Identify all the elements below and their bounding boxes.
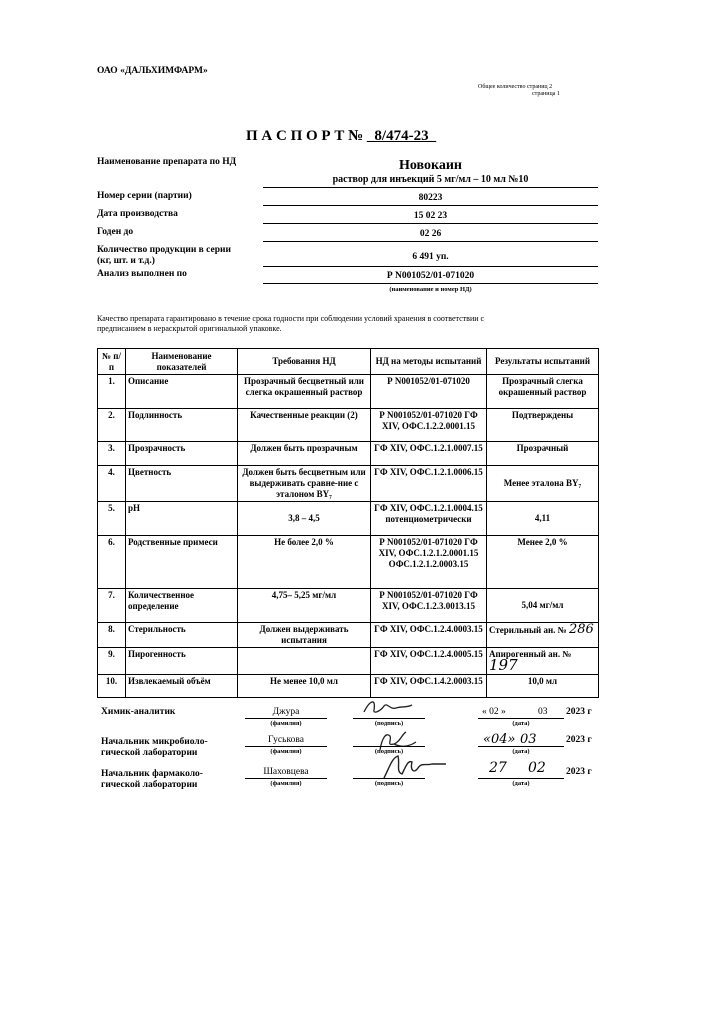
- pages-current: страница 1: [532, 91, 560, 97]
- hint-sign: (подпись): [374, 780, 404, 787]
- table-row: [98, 648, 599, 675]
- row-method: Р N001052/01-071020 ГФ XIV, ОФС.1.2.3.0013.15: [371, 589, 487, 623]
- handwritten-analysis-number: 197: [489, 656, 518, 674]
- col-header-number: № п/п: [98, 349, 126, 375]
- row-method: Р N001052/01-071020 ГФ XIV, ОФС.1.2.2.0001.15: [371, 409, 487, 442]
- row-number: 3.: [98, 442, 126, 466]
- row-indicator: Пирогенность: [126, 648, 238, 675]
- title-prefix: П А С П О Р Т № _: [246, 128, 375, 144]
- title-suffix: _: [428, 128, 437, 144]
- row-method: Р N001052/01-071020: [371, 375, 487, 409]
- hint-date: (дата): [512, 720, 530, 727]
- row-requirement: Не более 2,0 %: [238, 536, 371, 589]
- table-row: [98, 442, 599, 466]
- row-indicator: Описание: [126, 375, 238, 409]
- row-indicator: pH: [126, 502, 238, 536]
- row-indicator: Подлинность: [126, 409, 238, 442]
- signer-role: Начальник фармаколо-: [101, 769, 203, 779]
- row-result: Прозрачный слегка окрашенный раствор: [487, 375, 599, 409]
- product-name: Новокаин: [399, 158, 462, 173]
- row-requirement: [238, 648, 371, 675]
- date-day: « 02 »: [482, 707, 506, 717]
- row-method: ГФ XIV, ОФС.1.4.2.0003.15: [371, 675, 487, 698]
- row-method: ГФ XIV, ОФС.1.2.4.0005.15: [371, 648, 487, 675]
- title-number: 8/474-23: [374, 128, 429, 144]
- row-indicator: Стерильность: [126, 623, 238, 648]
- row-number: 4.: [98, 466, 126, 502]
- pages-total: Общее количество страниц 2: [478, 84, 553, 90]
- row-number: 8.: [98, 623, 126, 648]
- row-result: Прозрачный: [487, 442, 599, 466]
- row-requirement: Качественные реакции (2): [238, 409, 371, 442]
- expiry-rule: [263, 241, 598, 242]
- col-header-indicator: Наименование показателей: [126, 349, 238, 375]
- signer-role: Начальник микробиоло-: [101, 737, 208, 747]
- date-rule: [478, 778, 564, 779]
- col-header-requirement: Требования НД: [238, 349, 371, 375]
- batch-label: Номер серии (партии): [97, 191, 192, 201]
- sign-rule: [353, 778, 425, 779]
- table-header-row: [98, 349, 599, 375]
- date-year: 2023 г: [566, 767, 592, 777]
- hint-date: (дата): [512, 748, 530, 755]
- row-indicator: Родственные примеси: [126, 536, 238, 589]
- row-indicator: Прозрачность: [126, 442, 238, 466]
- date-year: 2023 г: [566, 735, 592, 745]
- analysis-label: Анализ выполнен по: [97, 269, 187, 279]
- quality-note-line-2: предписанием в нераскрытой оригинальной упаковке.: [97, 324, 282, 333]
- row-result: 10,0 мл: [487, 675, 599, 698]
- row-number: 2.: [98, 409, 126, 442]
- handwritten-analysis-number: 286: [568, 622, 594, 637]
- row-method: ГФ XIV, ОФС.1.2.1.0004.15 потенциометрически: [371, 502, 487, 536]
- row-result: 4,11: [487, 502, 599, 536]
- date-month: 03: [538, 707, 548, 717]
- row-number: 5.: [98, 502, 126, 536]
- hint-name: (фамилия): [270, 748, 302, 755]
- date-rule: [478, 718, 564, 719]
- row-result: 5,04 мг/мл: [487, 589, 599, 623]
- signer-name: Шаховцева: [263, 767, 309, 777]
- row-method: Р N001052/01-071020 ГФ XIV, ОФС.1.2.1.2.0001.15 ОФС.1.2.1.2.0003.15: [371, 536, 487, 589]
- name-rule: [245, 778, 327, 779]
- row-result-text: Стерильный ан. №: [489, 625, 567, 635]
- row-indicator: Извлекаемый объём: [126, 675, 238, 698]
- sign-rule: [353, 718, 425, 719]
- signer-name: Гуськова: [268, 735, 304, 745]
- analysis-hint: (наименование и номер НД): [389, 286, 472, 293]
- date-day: «04»: [483, 732, 516, 747]
- date-value: 15 02 23: [413, 211, 448, 221]
- row-indicator: Цветность: [126, 466, 238, 502]
- col-header-method: НД на методы испытаний: [371, 349, 487, 375]
- date-label: Дата производства: [97, 209, 178, 219]
- row-number: 7.: [98, 589, 126, 623]
- product-rule: [263, 187, 598, 188]
- row-indicator: Количественное определение: [126, 589, 238, 623]
- product-form: раствор для инъекций 5 мг/мл – 10 мл №10: [332, 174, 529, 185]
- table-row: [98, 375, 599, 409]
- qty-label-2: (кг, шт. и т.д.): [97, 256, 155, 266]
- results-table: [97, 348, 599, 698]
- row-result: Менее эталона BY₇: [487, 466, 599, 502]
- hint-name: (фамилия): [270, 720, 302, 727]
- name-rule: [245, 718, 327, 719]
- table-row: [98, 409, 599, 442]
- product-label: Наименование препарата по НД: [97, 157, 237, 167]
- row-number: 9.: [98, 648, 126, 675]
- signature-1: [360, 696, 416, 718]
- signer-role: Химик-аналитик: [101, 707, 176, 717]
- table-row: [98, 536, 599, 589]
- row-result: [487, 648, 599, 675]
- page-title: [246, 128, 436, 145]
- row-result: Менее 2,0 %: [487, 536, 599, 589]
- date-month: 02: [528, 760, 546, 776]
- date-month: 03: [520, 732, 537, 747]
- table-row: [98, 466, 599, 502]
- row-requirement: Прозрачный бесцветный или слегка окрашенный раствор: [238, 375, 371, 409]
- table-row: [98, 502, 599, 536]
- sign-rule: [353, 746, 425, 747]
- batch-value: 80223: [418, 193, 443, 203]
- date-day: 27: [489, 760, 507, 776]
- row-requirement: Должен быть прозрачным: [238, 442, 371, 466]
- qty-value: 6 491 уп.: [412, 252, 449, 262]
- hint-date: (дата): [512, 780, 530, 787]
- signer-name: Джура: [272, 707, 300, 717]
- expiry-value: 02 26: [419, 229, 442, 239]
- row-requirement: Не менее 10,0 мл: [238, 675, 371, 698]
- batch-rule: [263, 205, 598, 206]
- row-requirement: Должен выдерживать испытания: [238, 623, 371, 648]
- row-method: ГФ XIV, ОФС.1.2.1.0006.15: [371, 466, 487, 502]
- row-result-text: Апирогенный ан. №: [489, 649, 572, 659]
- signer-role-cont: гической лаборатории: [101, 780, 198, 790]
- row-method: ГФ XIV, ОФС.1.2.4.0003.15: [371, 623, 487, 648]
- row-method: ГФ XIV, ОФС.1.2.1.0007.15: [371, 442, 487, 466]
- hint-sign: (подпись): [374, 720, 404, 727]
- row-requirement: Должен быть бесцветным или выдерживать сравне-ние с эталоном BY₇: [238, 466, 371, 502]
- analysis-rule: [263, 283, 598, 284]
- row-number: 10.: [98, 675, 126, 698]
- qty-rule: [263, 266, 598, 267]
- row-requirement: 4,75– 5,25 мг/мл: [238, 589, 371, 623]
- name-rule: [245, 746, 327, 747]
- table-row: [98, 675, 599, 698]
- date-year: 2023 г: [566, 707, 592, 717]
- quality-note-line-1: Качество препарата гарантировано в течение срока годности при соблюдении условий хранения в соответствии с: [97, 314, 485, 323]
- row-result: Подтверждены: [487, 409, 599, 442]
- analysis-value: Р N001052/01-071020: [386, 271, 475, 281]
- col-header-result: Результаты испытаний: [487, 349, 599, 375]
- table-row: [98, 623, 599, 648]
- row-requirement: 3,8 – 4,5: [238, 502, 371, 536]
- qty-label-1: Количество продукции в серии: [97, 245, 231, 255]
- hint-name: (фамилия): [270, 780, 302, 787]
- date-rule: [263, 223, 598, 224]
- company-name: ОАО «ДАЛЬХИМФАРМ»: [97, 66, 208, 76]
- signer-role-cont: гической лаборатории: [101, 748, 198, 758]
- expiry-label: Годен до: [97, 227, 134, 237]
- date-rule: [478, 746, 564, 747]
- row-number: 1.: [98, 375, 126, 409]
- row-result: [487, 623, 599, 648]
- hint-sign: (подпись): [374, 748, 404, 755]
- table-row: [98, 589, 599, 623]
- row-number: 6.: [98, 536, 126, 589]
